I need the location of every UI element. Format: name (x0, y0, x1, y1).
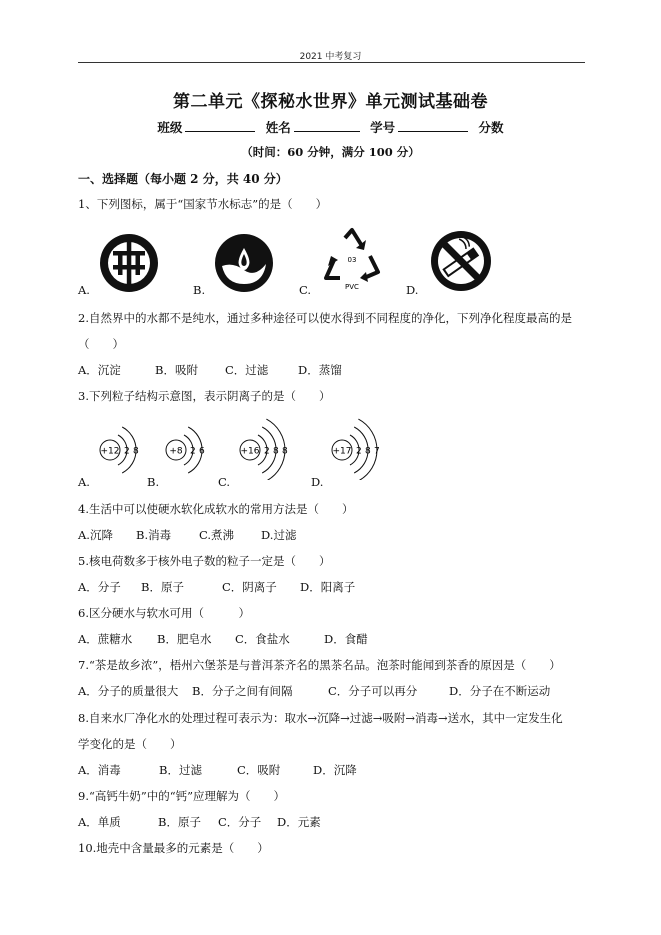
electron-count: 8 (133, 446, 139, 457)
score-label: 分数 (478, 120, 504, 135)
recycle-code-text: 03 (347, 256, 357, 264)
question-10-stem: 10.地壳中含量最多的元素是（ ） (78, 841, 269, 855)
electron-count: 2 (124, 446, 130, 457)
option-a[interactable]: A．分子 (78, 580, 121, 594)
option-c[interactable]: C．分子 (218, 815, 262, 829)
option-b[interactable]: B．过滤 (159, 763, 202, 777)
option-a[interactable]: A．分子的质量很大 (78, 684, 179, 698)
water-saving-logo-icon (98, 232, 160, 294)
particle-structure-diagrams (78, 410, 418, 480)
question-5-options (78, 579, 355, 595)
option-c[interactable]: C．过滤 (225, 363, 269, 377)
question-3-stem: 3.下列粒子结构示意图，表示阴离子的是（ ） (78, 389, 331, 403)
student-info-line (0, 118, 661, 136)
q3-label-d: D. (311, 475, 324, 489)
class-blank[interactable] (185, 119, 255, 132)
electron-count: 2 (264, 446, 270, 457)
id-label: 学号 (370, 120, 396, 135)
option-d[interactable]: D．蒸馏 (298, 363, 342, 377)
q1-label-a: A. (78, 283, 90, 297)
option-d[interactable]: D．分子在不断运动 (449, 684, 551, 698)
name-label: 姓名 (265, 120, 291, 135)
electron-count: 7 (374, 446, 380, 457)
question-7-stem: 7.“茶是故乡浓”，梧州六堡茶是与普洱茶齐名的黑茶名品。泡茶时能闻到茶香的原因是（ ） (78, 658, 561, 672)
recycle-material-text: PVC (345, 283, 359, 291)
question-9-stem: 9.“高钙牛奶”中的“钙”应理解为（ ） (78, 789, 285, 803)
option-b[interactable]: B．肥皂水 (157, 632, 212, 646)
id-blank[interactable] (398, 119, 468, 132)
option-a[interactable]: A.沉降 (78, 528, 113, 542)
header-rule (78, 62, 585, 63)
atom-diagram-b (166, 427, 205, 473)
electron-count: 8 (273, 446, 279, 457)
nucleus-charge: +17 (332, 446, 352, 457)
electron-count: 6 (199, 446, 205, 457)
q1-label-d: D. (406, 283, 419, 297)
option-c[interactable]: C.煮沸 (199, 528, 235, 542)
name-blank[interactable] (294, 119, 360, 132)
atom-diagram-c (240, 419, 288, 480)
option-c[interactable]: C．食盐水 (235, 632, 290, 646)
q3-label-a: A. (78, 475, 90, 489)
section-heading: 一、选择题（每小题 2 分，共 40 分） (78, 172, 288, 186)
electron-count: 8 (365, 446, 371, 457)
option-d[interactable]: D．食醋 (324, 632, 368, 646)
option-c[interactable]: C．阴离子 (222, 580, 277, 594)
question-7-options (78, 683, 550, 699)
nucleus-charge: +8 (169, 446, 183, 457)
time-note: （时间：60 分钟，满分 100 分） (241, 145, 420, 159)
q3-label-b: B. (147, 475, 160, 489)
atom-diagram-d (332, 419, 380, 480)
option-b[interactable]: B．原子 (141, 580, 184, 594)
question-2-stem: 2.自然界中的水都不是纯水，通过多种途径可以使水得到不同程度的净化，下列净化程度最高的是 (78, 311, 572, 325)
question-5-stem: 5.核电荷数多于核外电子数的粒子一定是（ ） (78, 554, 331, 568)
nucleus-charge: +12 (100, 446, 120, 457)
question-8-stem: 8.自来水厂净化水的处理过程可表示为：取水→沉降→过滤→吸附→消毒→送水，其中一定发生化 (78, 711, 563, 725)
option-c[interactable]: C．分子可以再分 (328, 684, 418, 698)
option-a[interactable]: A．蔗糖水 (78, 632, 133, 646)
option-a[interactable]: A．单质 (78, 815, 121, 829)
option-d[interactable]: D.过滤 (261, 528, 297, 542)
atom-diagram-a (100, 427, 139, 473)
nucleus-charge: +16 (240, 446, 260, 457)
option-d[interactable]: D．阳离子 (300, 580, 356, 594)
question-2-stem-cont: （ ） (78, 337, 124, 351)
option-a[interactable]: A．沉淀 (78, 363, 121, 377)
question-4-stem: 4.生活中可以使硬水软化成软水的常用方法是（ ） (78, 502, 354, 516)
electron-count: 8 (282, 446, 288, 457)
question-1-stem: 1、下列图标，属于“国家节水标志”的是（ ） (78, 197, 328, 211)
recycle-pvc-icon (318, 226, 386, 292)
question-6-options (78, 631, 368, 647)
question-6-stem: 6.区分硬水与软水可用（ ） (78, 606, 250, 620)
option-b[interactable]: B．吸附 (155, 363, 198, 377)
water-drop-hand-icon (213, 232, 275, 294)
option-b[interactable]: B．分子之间有间隔 (192, 684, 293, 698)
electron-count: 2 (356, 446, 362, 457)
option-a[interactable]: A．消毒 (78, 763, 121, 777)
page-title: 第二单元《探秘水世界》单元测试基础卷 (173, 92, 488, 112)
question-8-options (78, 762, 357, 778)
page-header: 2021 中考复习 (299, 52, 362, 62)
q1-label-c: C. (299, 283, 312, 297)
class-label: 班级 (157, 120, 183, 135)
question-8-stem-cont: 学变化的是（ ） (78, 737, 182, 751)
no-smoking-icon (428, 228, 494, 294)
question-9-options (78, 814, 321, 830)
electron-count: 2 (190, 446, 196, 457)
option-d[interactable]: D．元素 (277, 815, 321, 829)
option-b[interactable]: B．原子 (158, 815, 201, 829)
q1-label-b: B. (193, 283, 206, 297)
question-4-options (78, 527, 296, 543)
option-b[interactable]: B.消毒 (136, 528, 172, 542)
q3-label-c: C. (218, 475, 231, 489)
option-c[interactable]: C．吸附 (237, 763, 281, 777)
option-d[interactable]: D．沉降 (313, 763, 357, 777)
question-2-options (78, 362, 342, 378)
